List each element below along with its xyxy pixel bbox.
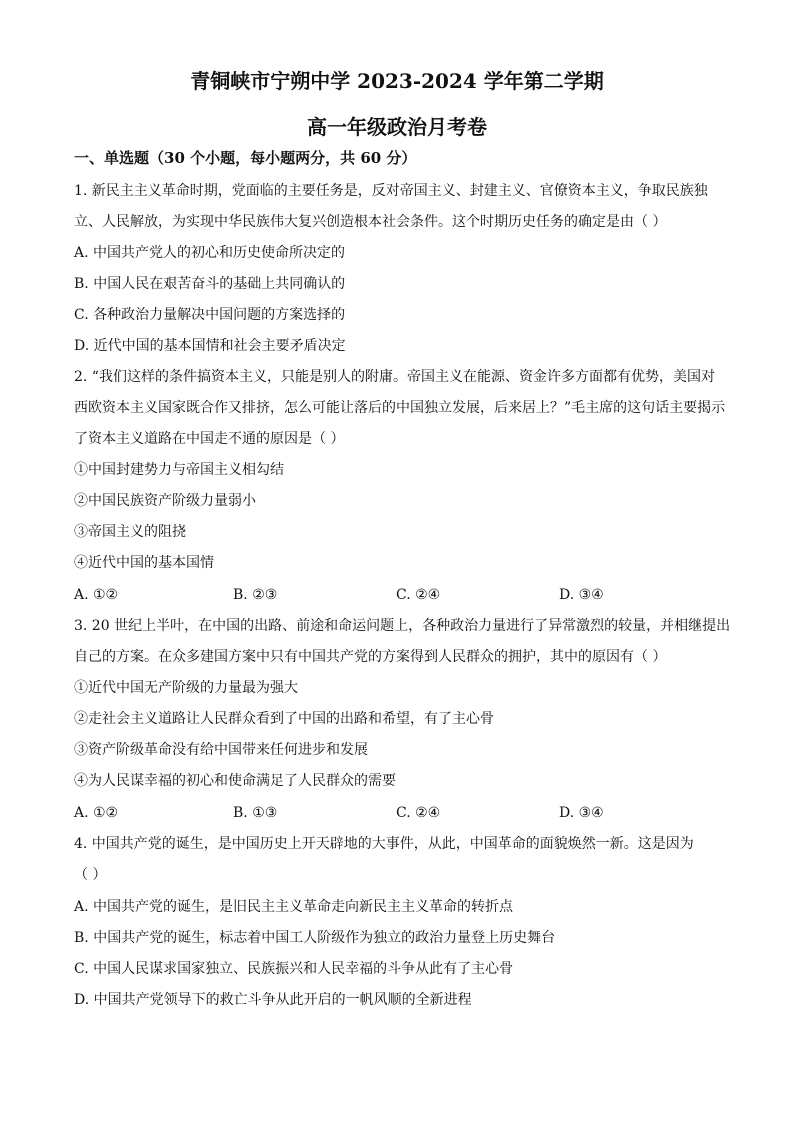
question-3-statement-2: ②走社会主义道路让人民群众看到了中国的出路和希望，有了主心骨 xyxy=(74,711,494,727)
question-4-option-d: D. 中国共产党领导下的救亡斗争从此开启的一帆风顺的全新进程 xyxy=(74,992,472,1008)
question-2-option-a: A. ①② xyxy=(74,587,119,603)
exam-school-title: 青铜峡市宁朔中学 2023-2024 学年第二学期 xyxy=(190,69,604,93)
question-2-statement-3: ③帝国主义的阻挠 xyxy=(74,524,186,540)
question-2-statement-2: ②中国民族资产阶级力量弱小 xyxy=(74,493,256,509)
question-4-stem-line-1: 4. 中国共产党的诞生，是中国历史上开天辟地的大事件，从此，中国革命的面貌焕然一新。这是因为 xyxy=(74,836,694,852)
question-3-option-a: A. ①② xyxy=(74,805,119,821)
question-3-stem-line-2: 自己的方案。在众多建国方案中只有中国共产党的方案得到人民群众的拥护，其中的原因有（ ） xyxy=(74,649,667,665)
question-2-option-b: B. ②③ xyxy=(233,587,278,603)
question-1-option-a: A. 中国共产党人的初心和历史使命所决定的 xyxy=(74,245,346,261)
question-4-option-a: A. 中国共产党的诞生，是旧民主主义革命走向新民主主义革命的转折点 xyxy=(74,899,514,915)
question-3-option-d: D. ③④ xyxy=(559,805,604,821)
question-3-option-c: C. ②④ xyxy=(396,805,441,821)
question-2-stem-line-1: 2. “我们这样的条件搞资本主义，只能是别人的附庸。帝国主义在能源、资金许多方面都有优势，美国对 xyxy=(74,369,715,385)
question-3-statement-1: ①近代中国无产阶级的力量最为强大 xyxy=(74,680,298,696)
question-2-stem-line-3: 了资本主义道路在中国走不通的原因是（ ） xyxy=(74,431,345,447)
question-2-statement-1: ①中国封建势力与帝国主义相勾结 xyxy=(74,462,284,478)
question-4-option-b: B. 中国共产党的诞生，标志着中国工人阶级作为独立的政治力量登上历史舞台 xyxy=(74,930,556,946)
question-3-options-row xyxy=(74,804,724,822)
question-1-stem-line-2: 立、人民解放，为实现中华民族伟大复兴创造根本社会条件。这个时期历史任务的确定是由（ ） xyxy=(74,214,667,230)
question-2-statement-4: ④近代中国的基本国情 xyxy=(74,555,214,571)
question-3-statement-3: ③资产阶级革命没有给中国带来任何进步和发展 xyxy=(74,742,368,758)
question-3-option-b: B. ①③ xyxy=(233,805,278,821)
question-2-option-d: D. ③④ xyxy=(559,587,604,603)
question-3-stem-line-1: 3. 20 世纪上半叶，在中国的出路、前途和命运问题上，各种政治力量进行了异常激烈的较量，并相继提出 xyxy=(74,618,731,634)
question-2-option-c: C. ②④ xyxy=(396,587,441,603)
question-2-options-row xyxy=(74,586,724,604)
question-1-option-b: B. 中国人民在艰苦奋斗的基础上共同确认的 xyxy=(74,276,346,292)
question-4-option-c: C. 中国人民谋求国家独立、民族振兴和人民幸福的斗争从此有了主心骨 xyxy=(74,961,514,977)
question-3-statement-4: ④为人民谋幸福的初心和使命满足了人民群众的需要 xyxy=(74,773,396,789)
question-2-stem-line-2: 西欧资本主义国家既合作又排挤，怎么可能让落后的中国独立发展，后来居上？”毛主席的这句话主要揭示 xyxy=(74,400,726,416)
question-1-option-d: D. 近代中国的基本国情和社会主要矛盾决定 xyxy=(74,338,346,354)
section-heading: 一、单选题（30 个小题，每小题两分，共 60 分） xyxy=(74,149,417,167)
question-1-option-c: C. 各种政治力量解决中国问题的方案选择的 xyxy=(74,307,346,323)
exam-paper-title: 高一年级政治月考卷 xyxy=(307,115,487,139)
question-1-stem-line-1: 1. 新民主主义革命时期，党面临的主要任务是，反对帝国主义、封建主义、官僚资本主义，争取民族独 xyxy=(74,183,708,199)
question-4-stem-line-2: （ ） xyxy=(74,867,107,883)
